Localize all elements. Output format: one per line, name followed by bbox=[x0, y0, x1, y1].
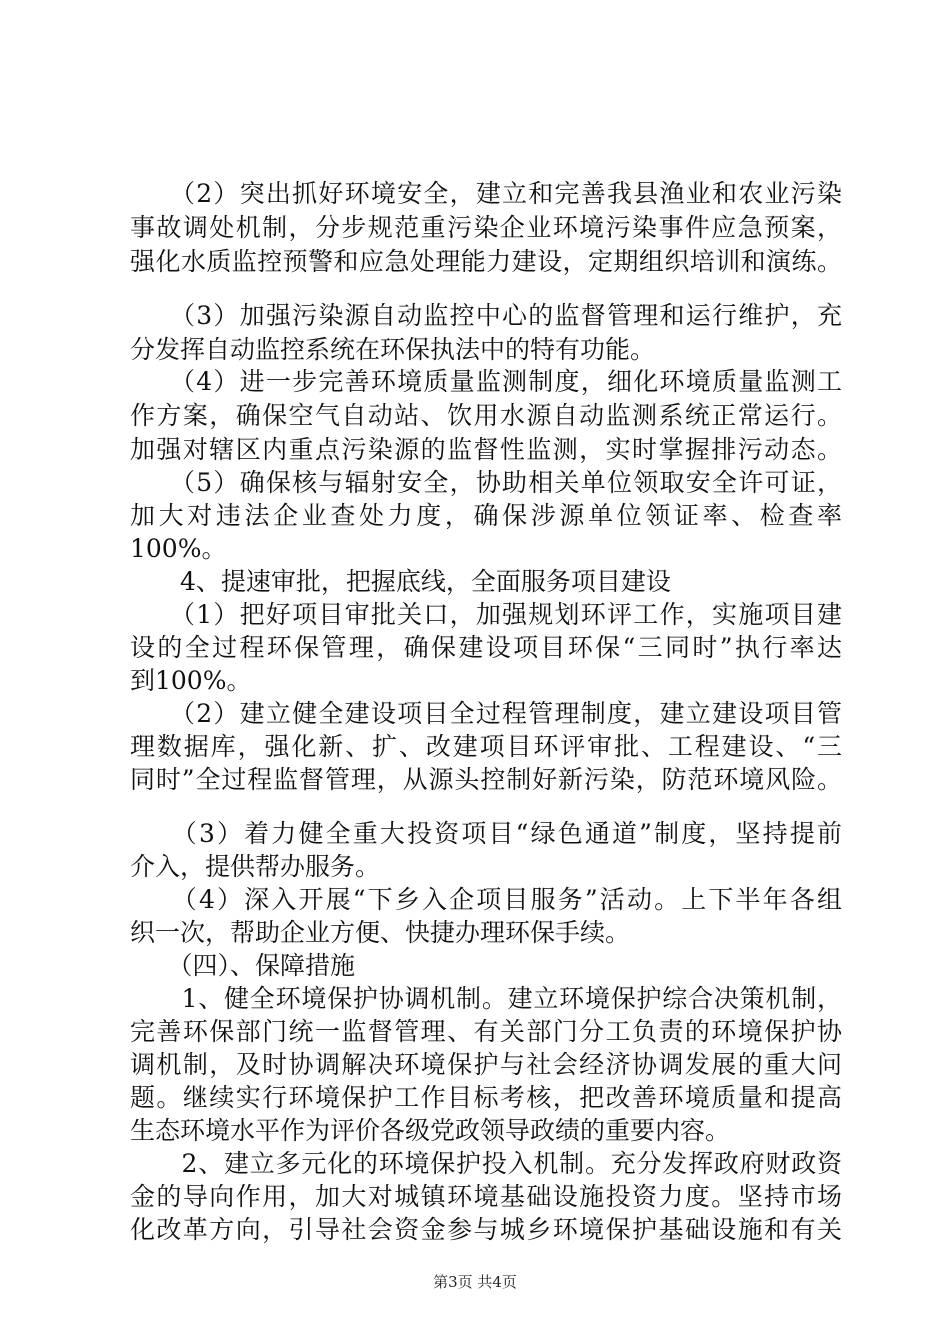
text-line: 加大对违法企业查处力度，确保涉源单位领证率、检查率 bbox=[130, 501, 842, 530]
text-line: 织一次，帮助企业方便、快捷办理环保手续。 bbox=[130, 918, 631, 947]
text-line: 调机制，及时协调解决环境保护与社会经济协调发展的重大问 bbox=[130, 1050, 842, 1079]
text-line: （3）加强污染源自动监控中心的监督管理和运行维护，充 bbox=[130, 301, 842, 330]
text-line: （2）突出抓好环境安全，建立和完善我县渔业和农业污染 bbox=[130, 179, 842, 208]
text-line: 加强对辖区内重点污染源的监督性监测，实时掌握排污动态。 bbox=[130, 435, 842, 464]
text-line: 事故调处机制，分步规范重污染企业环境污染事件应急预案， bbox=[130, 213, 842, 242]
section-heading: （四）、保障措施 bbox=[130, 951, 356, 980]
text-line: 生态环境水平作为评价各级党政领导政绩的重要内容。 bbox=[130, 1116, 731, 1145]
text-line: 介入，提供帮办服务。 bbox=[130, 852, 381, 881]
text-line: （4）深入开展“下乡入企项目服务”活动。上下半年各组 bbox=[130, 885, 842, 914]
text-line: （2）建立健全建设项目全过程管理制度，建立建设项目管 bbox=[130, 699, 842, 728]
text-line: 同时”全过程监督管理，从源头控制好新污染，防范环境风险。 bbox=[130, 765, 842, 794]
text-line: 金的导向作用，加大对城镇环境基础设施投资力度。坚持市场 bbox=[130, 1182, 842, 1211]
text-line: 2、建立多元化的环境保护投入机制。充分发挥政府财政资 bbox=[130, 1149, 842, 1178]
page-number-footer: 第3页 共4页 bbox=[433, 1273, 517, 1291]
text-line: 强化水质监控预警和应急处理能力建设，定期组织培训和演练。 bbox=[130, 247, 842, 276]
text-line: （4）进一步完善环境质量监测制度，细化环境质量监测工 bbox=[130, 367, 842, 396]
text-line: 1、健全环境保护协调机制。建立环境保护综合决策机制， bbox=[130, 984, 842, 1013]
text-line: 到100%。 bbox=[130, 666, 252, 695]
text-line: 理数据库，强化新、扩、改建项目环评审批、工程建设、“三 bbox=[130, 732, 842, 761]
text-line: （1）把好项目审批关口，加强规划环评工作，实施项目建 bbox=[130, 600, 842, 629]
text-line: （5）确保核与辐射安全，协助相关单位领取安全许可证， bbox=[130, 468, 842, 497]
text-line: 化改革方向，引导社会资金参与城乡环境保护基础设施和有关 bbox=[130, 1215, 842, 1244]
text-line: 设的全过程环保管理，确保建设项目环保“三同时”执行率达 bbox=[130, 633, 842, 662]
section-heading: 4、提速审批，把握底线，全面服务项目建设 bbox=[130, 567, 671, 596]
text-line: 作方案，确保空气自动站、饮用水源自动监测系统正常运行。 bbox=[130, 401, 842, 430]
text-line: （3）着力健全重大投资项目“绿色通道”制度，坚持提前 bbox=[130, 819, 842, 848]
text-line: 完善环保部门统一监督管理、有关部门分工负责的环境保护协 bbox=[130, 1017, 842, 1046]
text-line: 分发挥自动监控系统在环保执法中的特有功能。 bbox=[130, 335, 656, 364]
text-line: 100%。 bbox=[130, 534, 227, 563]
text-line: 题。继续实行环境保护工作目标考核，把改善环境质量和提高 bbox=[130, 1083, 842, 1112]
